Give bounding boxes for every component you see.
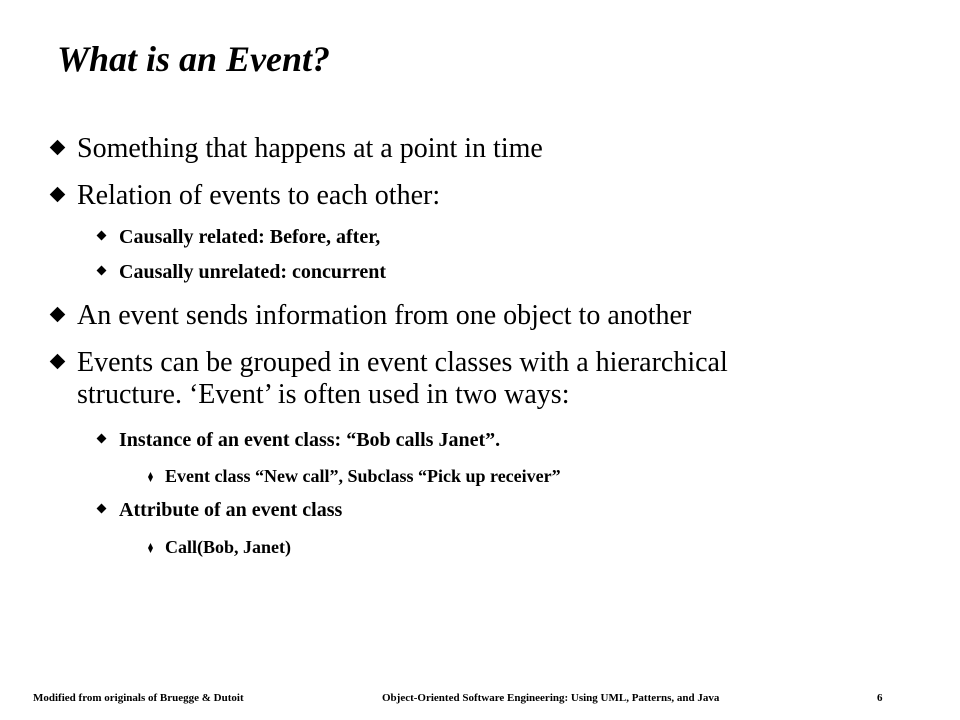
subbullet-text: Causally related: Before, after, [119,226,381,248]
bullet-event-classes-continued [77,378,569,412]
footer-credit: Modified from originals of Bruegge & Dutoit [33,692,244,704]
bullet-text: An event sends information from one object to another [77,300,692,331]
diamond-bullet-icon [148,543,153,553]
subbullet-causally-related [119,225,380,249]
subbullet-text: Attribute of an event class [119,499,343,521]
diamond-bullet-icon [97,504,107,514]
subbullet-text: Causally unrelated: concurrent [119,261,387,283]
bullet-text: Relation of events to each other: [77,180,441,211]
subsubbullet-text: Call(Bob, Janet) [165,537,291,557]
page-number: 6 [877,692,883,704]
diamond-bullet-icon [97,434,107,444]
bullet-text-line1: Events can be grouped in event classes with a hierarchical [77,347,728,378]
subbullet-text: Instance of an event class: “Bob calls Janet”. [119,429,501,451]
diamond-bullet-icon [50,307,66,323]
bullet-event-classes [77,346,728,380]
bullet-relation [77,179,440,213]
diamond-bullet-icon [50,140,66,156]
bullet-sends-information [77,299,691,333]
diamond-bullet-icon [50,187,66,203]
subsubbullet-call [165,536,291,558]
diamond-bullet-icon [148,472,153,482]
subsubbullet-event-class [165,465,561,487]
diamond-bullet-icon [50,354,66,370]
bullet-text-line2: structure. ‘Event’ is often used in two ways: [77,379,570,410]
subbullet-causally-unrelated [119,260,386,284]
bullet-point-in-time [77,132,543,166]
subbullet-attribute [119,498,342,522]
subsubbullet-text: Event class “New call”, Subclass “Pick up receiver” [165,466,561,486]
bullet-text: Something that happens at a point in time [77,133,543,164]
diamond-bullet-icon [97,266,107,276]
subbullet-instance [119,428,500,452]
footer-book-title: Object-Oriented Software Engineering: Using UML, Patterns, and Java [382,692,720,704]
diamond-bullet-icon [97,231,107,241]
slide-title: What is an Event? [57,39,331,79]
